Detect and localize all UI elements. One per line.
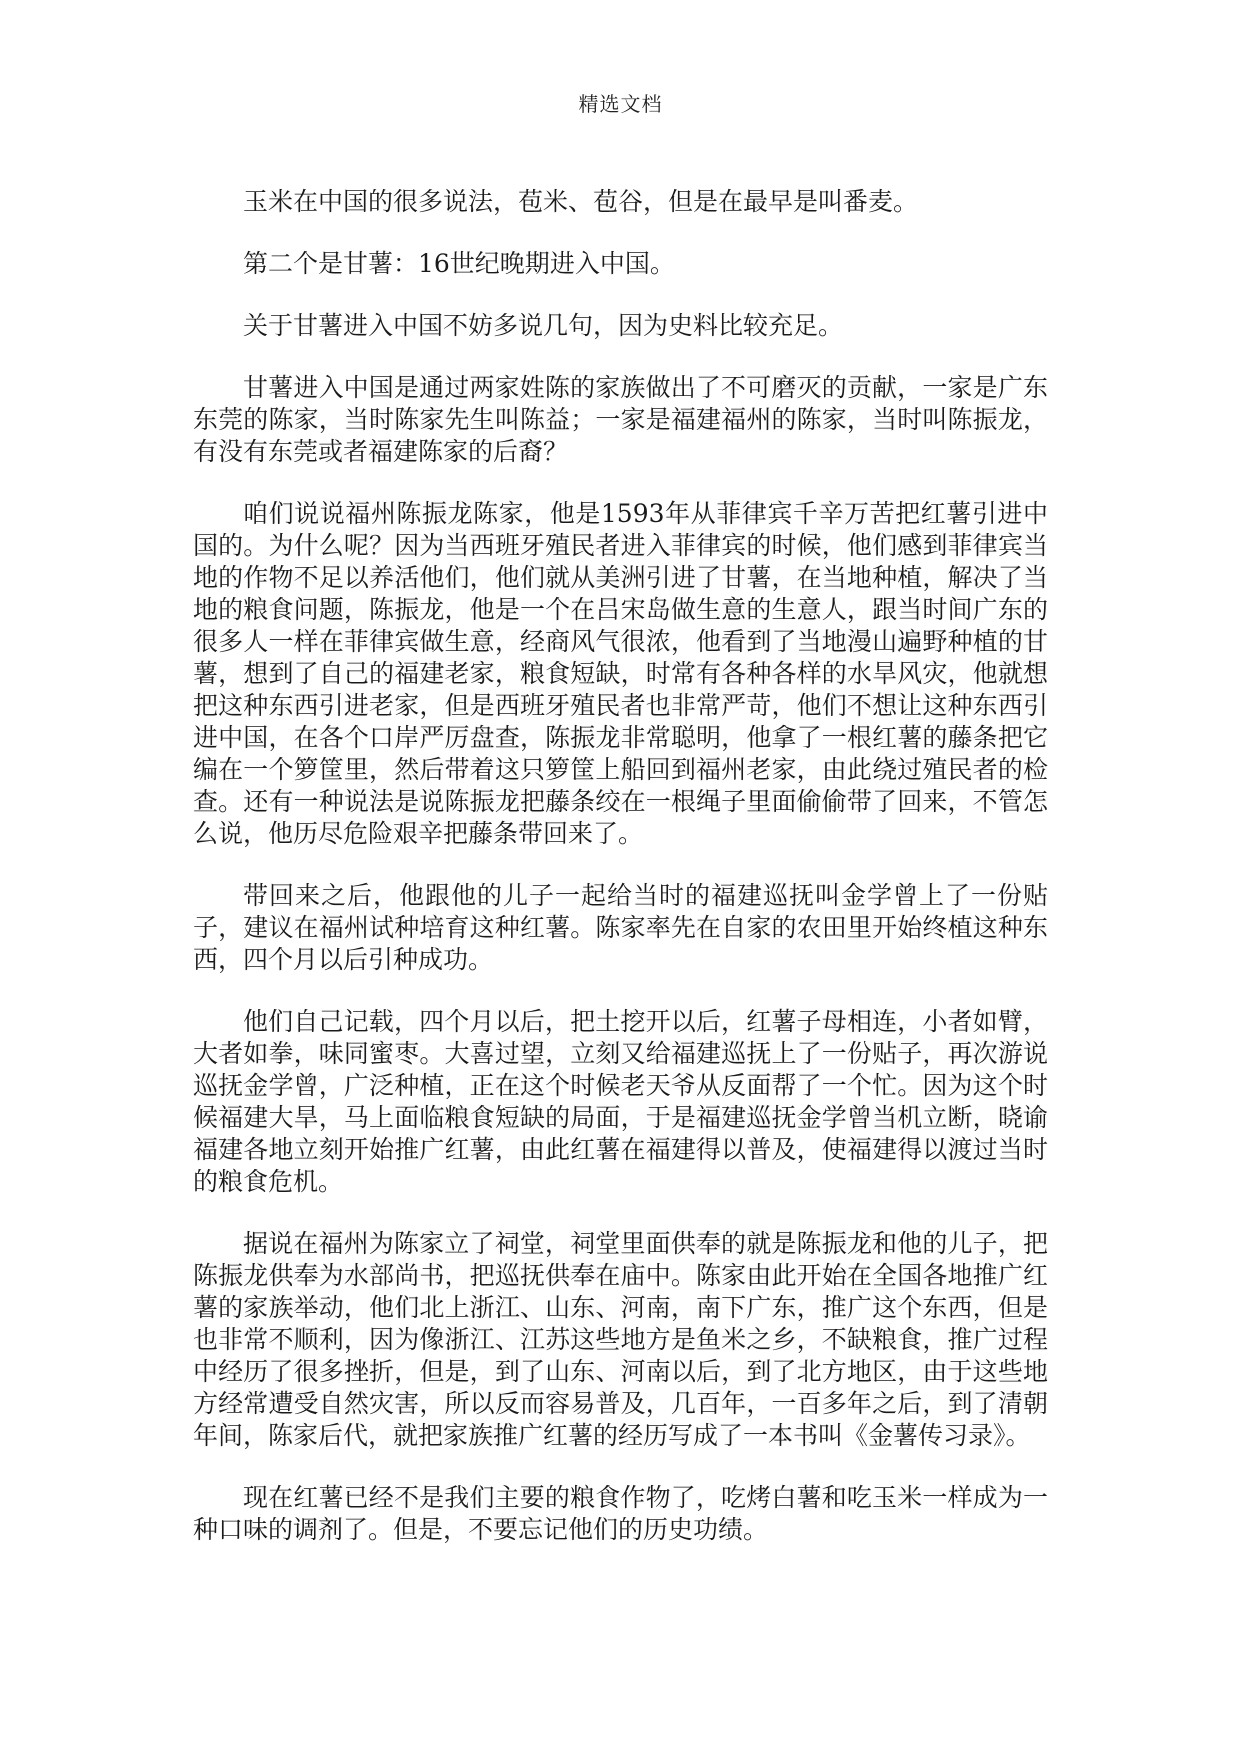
page-header: 精选文档 xyxy=(578,92,663,116)
paragraph-5: 咱们说说福州陈振龙陈家，他是1593年从菲律宾千辛万苦把红薯引进中国的。为什么呢？因为当西班牙殖民者进入菲律宾的时候，他们感到菲律宾当地的作物不足以养活他们，他们就从美洲引进了甘薯，在当地种植，解决了当地的粮食问题，陈振龙，他是一个在吕宋岛做生意的生意人，跟当时间广东的很多人一样在菲律宾做生意，经商风气很浓，他看到了当地漫山遍野种植的甘薯，想到了自己的福建老家，粮食短缺，时常有各种各样的水旱风灾，他就想把这种东西引进老家，但是西班牙殖民者也非常严苛，他们不想让这种东西引进中国，在各个口岸严厉盘查，陈振龙非常聪明，他拿了一根红薯的藤条把它编在一个箩筐里，然后带着这只箩筐上船回到福州老家，由此绕过殖民者的检查。还有一种说法是说陈振龙把藤条绞在一根绳子里面偷偷带了回来，不管怎么说，他历尽危险艰辛把藤条带回来了。 xyxy=(193,499,1048,848)
paragraph-2: 第二个是甘薯：16世纪晚期进入中国。 xyxy=(243,249,675,278)
paragraph-8: 据说在福州为陈家立了祠堂，祠堂里面供奉的就是陈振龙和他的儿子，把陈振龙供奉为水部尚书，把巡抚供奉在庙中。陈家由此开始在全国各地推广红薯的家族举动，他们北上浙江、山东、河南，南下广东，推广这个东西，但是也非常不顺利，因为像浙江、江苏这些地方是鱼米之乡，不缺粮食，推广过程中经历了很多挫折，但是，到了山东、河南以后，到了北方地区，由于这些地方经常遭受自然灾害，所以反而容易普及，几百年，一百多年之后，到了清朝年间，陈家后代，就把家族推广红薯的经历写成了一本书叫《金薯传习录》。 xyxy=(193,1229,1048,1450)
paragraph-9: 现在红薯已经不是我们主要的粮食作物了，吃烤白薯和吃玉米一样成为一种口味的调剂了。但是，不要忘记他们的历史功绩。 xyxy=(193,1483,1048,1544)
document-body xyxy=(193,186,1048,1576)
paragraph-6: 带回来之后，他跟他的儿子一起给当时的福建巡抚叫金学曾上了一份贴子，建议在福州试种培育这种红薯。陈家率先在自家的农田里开始终植这种东西，四个月以后引种成功。 xyxy=(193,881,1048,974)
paragraph-1: 玉米在中国的很多说法，苞米、苞谷，但是在最早是叫番麦。 xyxy=(243,187,919,216)
paragraph-3: 关于甘薯进入中国不妨多说几句，因为史料比较充足。 xyxy=(243,311,844,340)
paragraph-4: 甘薯进入中国是通过两家姓陈的家族做出了不可磨灭的贡献，一家是广东东莞的陈家，当时陈家先生叫陈益；一家是福建福州的陈家，当时叫陈振龙，有没有东莞或者福建陈家的后裔？ xyxy=(193,373,1048,466)
paragraph-7: 他们自己记载，四个月以后，把土挖开以后，红薯子母相连，小者如臂，大者如拳，味同蜜枣。大喜过望，立刻又给福建巡抚上了一份贴子，再次游说巡抚金学曾，广泛种植，正在这个时候老天爷从反面帮了一个忙。因为这个时候福建大旱，马上面临粮食短缺的局面，于是福建巡抚金学曾当机立断，晓谕福建各地立刻开始推广红薯，由此红薯在福建得以普及，使福建得以渡过当时的粮食危机。 xyxy=(193,1007,1048,1196)
